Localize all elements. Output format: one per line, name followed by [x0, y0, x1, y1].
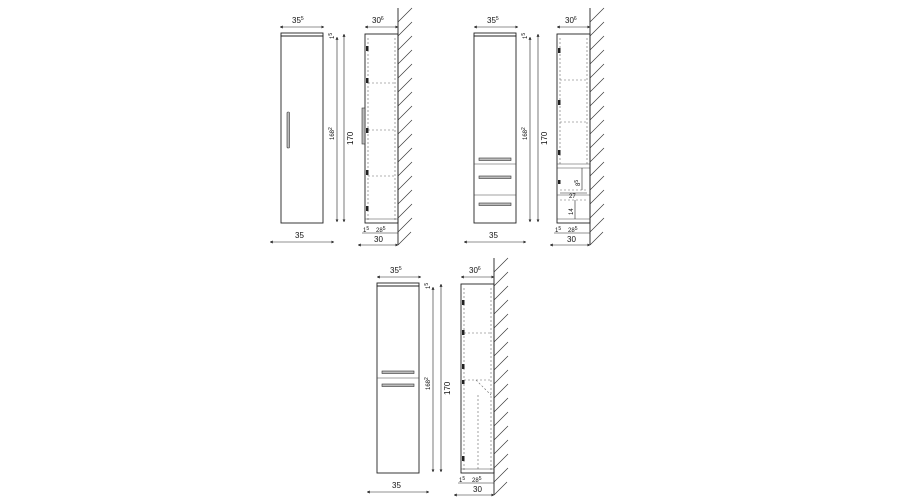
cabinet-b-drawer-dim-3: 14 — [569, 208, 575, 215]
cabinet-b-drawer-dim-1: $8^5$ — [574, 179, 582, 186]
cabinet-b-door-handle — [479, 158, 511, 161]
cabinet-c-front-view — [367, 266, 429, 492]
cabinet-c-bottom-inner: $28^5$ — [472, 476, 482, 484]
cabinet-a-side-body — [365, 34, 398, 223]
cabinet-c-lower-handle — [382, 384, 414, 387]
cabinet-c-top — [377, 283, 419, 286]
cabinet-a-bottom-left: $1^5$ — [363, 226, 370, 234]
cabinet-a-side-top-depth: $30^6$ — [372, 16, 384, 25]
cabinet-a-hinge — [366, 78, 369, 83]
cabinet-a — [270, 8, 412, 245]
cabinet-c-body — [377, 286, 419, 473]
cabinet-c-top-offset: $1^5$ — [424, 282, 432, 289]
cabinet-c-hinge — [462, 380, 465, 384]
cabinet-a-hinge — [366, 128, 369, 133]
cabinet-c-overall-height: 170 — [443, 381, 452, 395]
cabinet-a-side-handle — [362, 108, 365, 144]
cabinet-b-hinge — [558, 180, 561, 184]
cabinet-b-front-bottom-width: 35 — [489, 231, 498, 240]
cabinet-b-bottom-left: $1^5$ — [555, 226, 562, 234]
cabinet-b-overall-height: 170 — [540, 131, 549, 145]
cabinet-b-side-view — [521, 8, 604, 245]
cabinet-c-side-top-depth: $30^6$ — [469, 266, 481, 275]
cabinet-c-body-height: $168^2$ — [424, 377, 432, 390]
cabinet-b-top-offset: $1^5$ — [521, 32, 529, 39]
cabinet-b-bottom-depth: 30 — [567, 235, 576, 244]
cabinet-a-top-offset: $1^5$ — [328, 32, 336, 39]
cabinet-a-hinge — [366, 170, 369, 175]
cabinet-c-front-bottom-width: 35 — [392, 481, 401, 490]
cabinet-b-bottom-inner: $28^5$ — [568, 226, 578, 234]
cabinet-a-bottom-inner: $28^5$ — [376, 226, 386, 234]
cabinet-b-hinge — [558, 48, 561, 53]
cabinet-a-handle — [287, 112, 290, 148]
cabinet-c-front-top-width: $35^5$ — [390, 266, 402, 275]
cabinet-c-bottom-left: $1^5$ — [459, 476, 466, 484]
cabinet-a-side-view — [328, 8, 412, 245]
cabinet-a-hinge — [366, 206, 369, 211]
cabinet-b-side-top-depth: $30^6$ — [565, 16, 577, 25]
cabinet-b-drawer-handle — [479, 176, 511, 179]
cabinet-b — [464, 8, 604, 245]
cabinet-c-hinge — [462, 300, 465, 305]
cabinet-c-upper-handle — [382, 371, 414, 374]
cabinet-c-side-view — [424, 258, 508, 495]
cabinet-c — [367, 258, 508, 495]
cabinet-a-bottom-depth: 30 — [374, 235, 383, 244]
cabinet-c-hinge — [462, 456, 465, 461]
cabinet-a-body-height: $168^2$ — [328, 127, 336, 140]
cabinet-c-bottom-depth: 30 — [473, 485, 482, 494]
cabinet-c-hinge — [462, 330, 465, 335]
cabinet-b-drawer-handle — [479, 203, 511, 206]
cabinet-c-hinge — [462, 364, 465, 369]
cabinet-a-overall-height: 170 — [346, 131, 355, 145]
cabinet-b-front-top-width: $35^5$ — [487, 16, 499, 25]
cabinet-b-front-view — [464, 16, 526, 242]
cabinet-a-front-bottom-width: 35 — [295, 231, 304, 240]
cabinet-b-body-height: $168^2$ — [521, 127, 529, 140]
cabinet-a-hinge — [366, 46, 369, 51]
cabinet-b-hinge — [558, 150, 561, 155]
cabinet-b-hinge — [558, 100, 561, 105]
cabinet-a-front-top-width: $35^5$ — [292, 16, 304, 25]
cabinet-c-side-body — [461, 284, 494, 473]
cabinet-a-front-view — [270, 16, 334, 242]
cabinet-b-drawer-dim-2: 27 — [569, 194, 576, 200]
